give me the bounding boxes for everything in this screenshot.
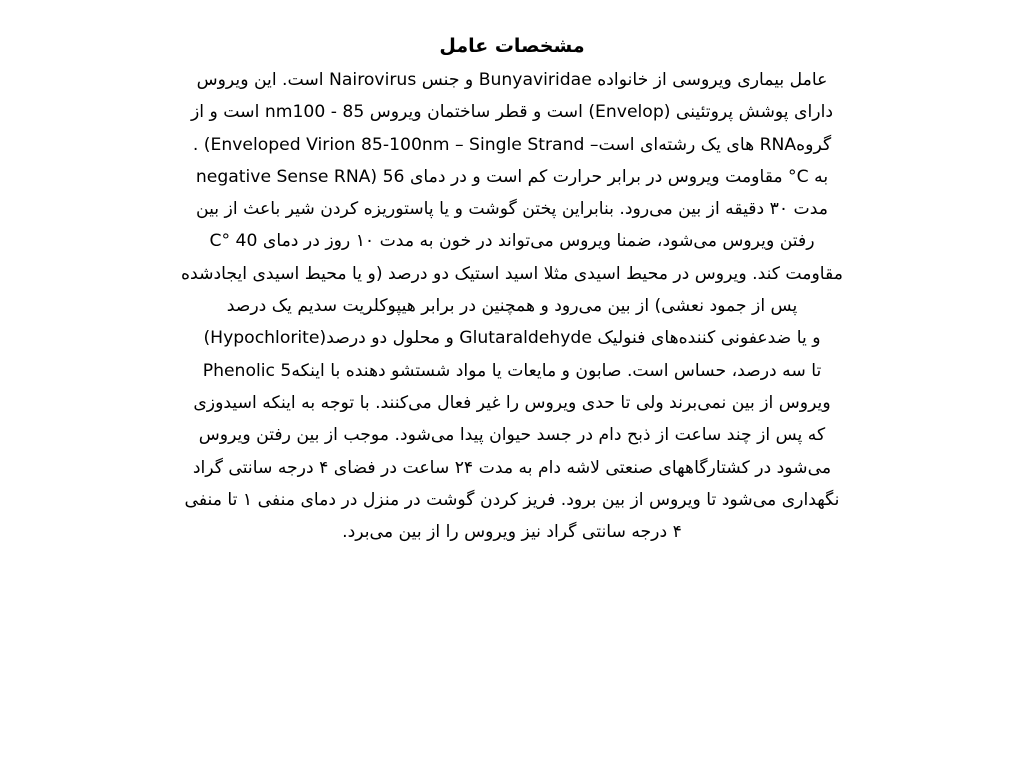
body-line: مدت ۳۰ دقیقه از بین می‌رود. بنابراین پختن گوشت و یا پاستوریزه کردن شیر باعث از بین — [196, 199, 828, 220]
body-line: می‌شود در کشتارگاههای صنعتی لاشه دام به مدت ۲۴ ساعت در فضای ۴ درجه سانتی گراد — [192, 457, 832, 478]
body-line: گروهRNA های یک رشته‌ای است– Enveloped Virion 85-100nm – Single Strand) . — [192, 134, 832, 155]
body-line: (Hypochlorite)و محلول دو درصد Glutaraldehyde و یا ضدعفونی کننده‌های فنولیک — [203, 328, 821, 349]
body-line: نگهداری می‌شود تا ویروس از بین برود. فریز کردن گوشت در منزل در دمای منفی ۱ تا منفی — [184, 489, 840, 510]
body-line: ویروس از بین نمی‌برند ولی تا حدی ویروس را غیر فعال می‌کنند. با توجه به اینکه اسیدوزی — [193, 392, 831, 413]
body-line: عامل بیماری ویروسی از خانواده Bunyaviridae و جنس Nairovirus است. این ویروس — [196, 70, 828, 90]
body-line: ۴ درجه سانتی گراد نیز ویروس را از بین می‌برد. — [342, 522, 682, 543]
slide-body — [82, 64, 942, 548]
body-line: پس از جمود نعشی) از بین می‌رود و همچنین در برابر هیپوکلریت سدیم یک درصد — [226, 296, 798, 317]
slide-title: مشخصات عامل — [439, 35, 585, 57]
body-line: دارای پوشش پروتئینی (Envelop) است و قطر ساختمان ویروس 85 - nm100 است و از — [191, 102, 833, 123]
body-line: رفتن ویروس می‌شود، ضمنا ویروس می‌تواند در خون به مدت ۱۰ روز در دمای 40 °C — [209, 231, 815, 252]
body-line: مقاومت کند. ویروس در محیط اسیدی مثلا اسید استیک دو درصد (و یا محیط اسیدی ایجادشده — [181, 263, 843, 284]
body-line: Phenolic 5تا سه درصد، حساس است. صابون و مایعات یا مواد شستشو دهنده با اینکه — [202, 360, 822, 381]
body-line: که پس از چند ساعت از ذبح دام در جسد حیوان پیدا می‌شود. موجب از بین رفتن ویروس — [198, 425, 826, 446]
body-line: negative Sense RNA) مقاومت ویروس در برابر حرارت کم است و در دمای 56 °C به — [195, 166, 829, 187]
